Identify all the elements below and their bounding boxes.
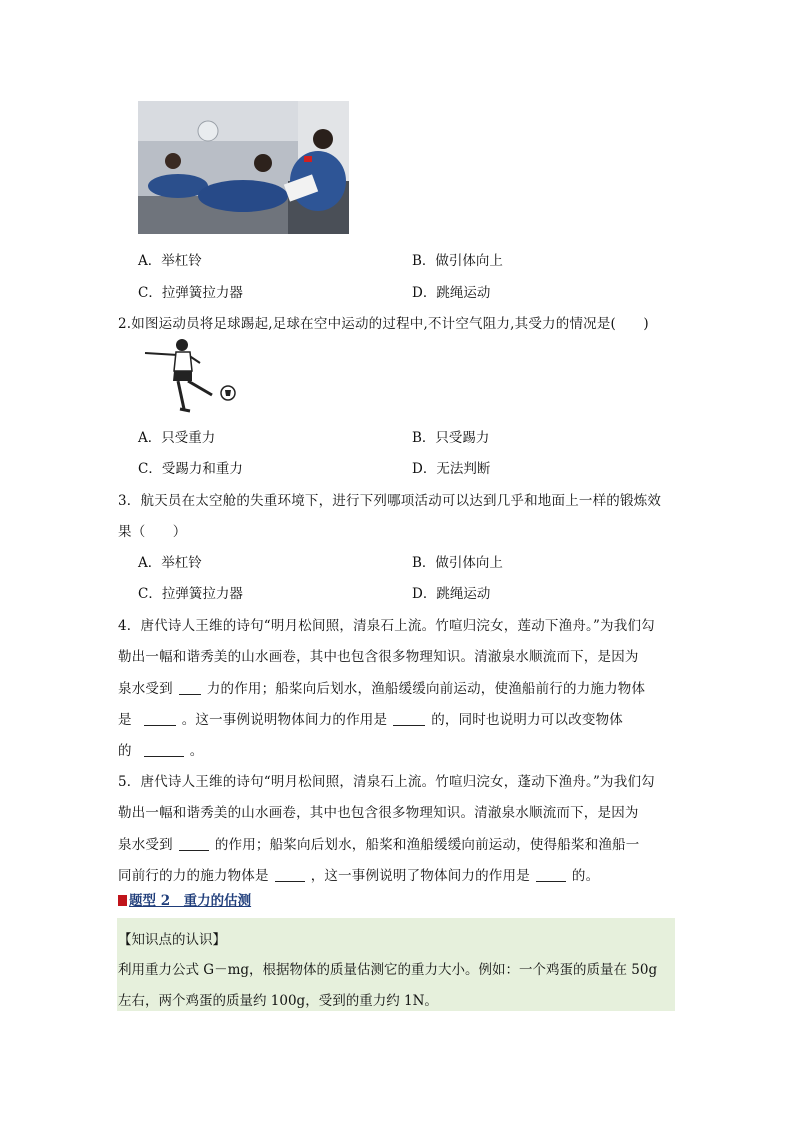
q5-line4-c: 的。 [571, 868, 600, 884]
q1-option-c: C．拉弹簧拉力器 [138, 285, 243, 301]
q4-line5 [118, 739, 203, 759]
q5-blank-2[interactable] [275, 867, 305, 882]
q3-option-a: A．举杠铃 [138, 555, 202, 571]
q5-blank-3[interactable] [536, 867, 566, 882]
q4-line4-c: 的，同时也说明力可以改变物体 [431, 712, 624, 728]
q2-option-d: D．无法判断 [412, 461, 491, 477]
q4-blank-2[interactable] [144, 711, 176, 726]
q4-line4 [118, 708, 623, 728]
q5-blank-1[interactable] [179, 836, 209, 851]
q4-line4-b: 。这一事例说明物体间力的作用是 [181, 712, 388, 728]
q3-stem-line1: 3．航天员在太空舱的失重环境下，进行下列哪项活动可以达到几乎和地面上一样的锻炼效 [118, 493, 662, 509]
q2-option-b: B．只受踢力 [412, 430, 490, 446]
q5-line4-a: 同前行的力的施力物体是 [118, 868, 269, 884]
soccer-player-figure [140, 337, 240, 415]
q3-stem-line2: 果（ ） [118, 524, 187, 540]
q5-line3-a: 泉水受到 [118, 837, 173, 853]
q4-blank-4[interactable] [144, 742, 184, 757]
q4-line4-a: 是 [118, 712, 132, 728]
q4-blank-3[interactable] [393, 711, 425, 726]
knowledge-line2: 左右，两个鸡蛋的质量约 100g，受到的重力约 1N。 [118, 993, 438, 1009]
q3-option-c: C．拉弹簧拉力器 [138, 586, 243, 602]
q2-option-c: C．受踢力和重力 [138, 461, 243, 477]
q4-line3-b: 力的作用；船桨向后划水，渔船缓缓向前运动，使渔船前行的力施力物体 [206, 681, 646, 697]
q1-option-d: D．跳绳运动 [412, 285, 491, 301]
q5-line4-b: ，这一事例说明了物体间力的作用是 [310, 868, 530, 884]
q1-option-a: A．举杠铃 [138, 253, 202, 269]
q5-line4 [118, 864, 599, 884]
q4-blank-1[interactable] [179, 680, 201, 695]
soccer-player-image [140, 337, 240, 415]
q4-line5-a: 的 [118, 743, 132, 759]
q3-option-d: D．跳绳运动 [412, 586, 491, 602]
q4-line1: 4．唐代诗人王维的诗句“明月松间照，清泉石上流。竹喧归浣女，莲动下渔舟。”为我们勾 [118, 618, 655, 634]
knowledge-heading: 【知识点的认识】 [118, 932, 226, 948]
section-title [118, 889, 251, 909]
knowledge-line1: 利用重力公式 G－mg，根据物体的质量估测它的重力大小。例如：一个鸡蛋的质量在 50g [118, 962, 658, 978]
q4-line2: 勒出一幅和谐秀美的山水画卷，其中也包含很多物理知识。清澈泉水顺流而下，是因为 [118, 649, 639, 665]
astronauts-photo [138, 101, 349, 234]
q5-line3 [118, 833, 640, 853]
astronauts-image [138, 101, 349, 234]
section-title-text: 题型 2 重力的估测 [129, 893, 252, 909]
q5-line2: 勒出一幅和谐秀美的山水画卷，其中也包含很多物理知识。清澈泉水顺流而下，是因为 [118, 805, 639, 821]
section-marker-icon [118, 895, 127, 906]
q2-stem: 2.如图运动员将足球踢起,足球在空中运动的过程中,不计空气阻力,其受力的情况是( ) [118, 316, 649, 332]
q2-option-a: A．只受重力 [138, 430, 216, 446]
q5-line3-b: 的作用；船桨向后划水，船桨和渔船缓缓向前运动，使得船桨和渔船一 [214, 837, 640, 853]
q4-line3 [118, 677, 645, 697]
q5-line1: 5．唐代诗人王维的诗句“明月松间照，清泉石上流。竹喧归浣女，蓬动下渔舟。”为我们勾 [118, 774, 655, 790]
q1-option-b: B．做引体向上 [412, 253, 503, 269]
q4-line5-b: 。 [189, 743, 204, 759]
q3-option-b: B．做引体向上 [412, 555, 503, 571]
q4-line3-a: 泉水受到 [118, 681, 173, 697]
